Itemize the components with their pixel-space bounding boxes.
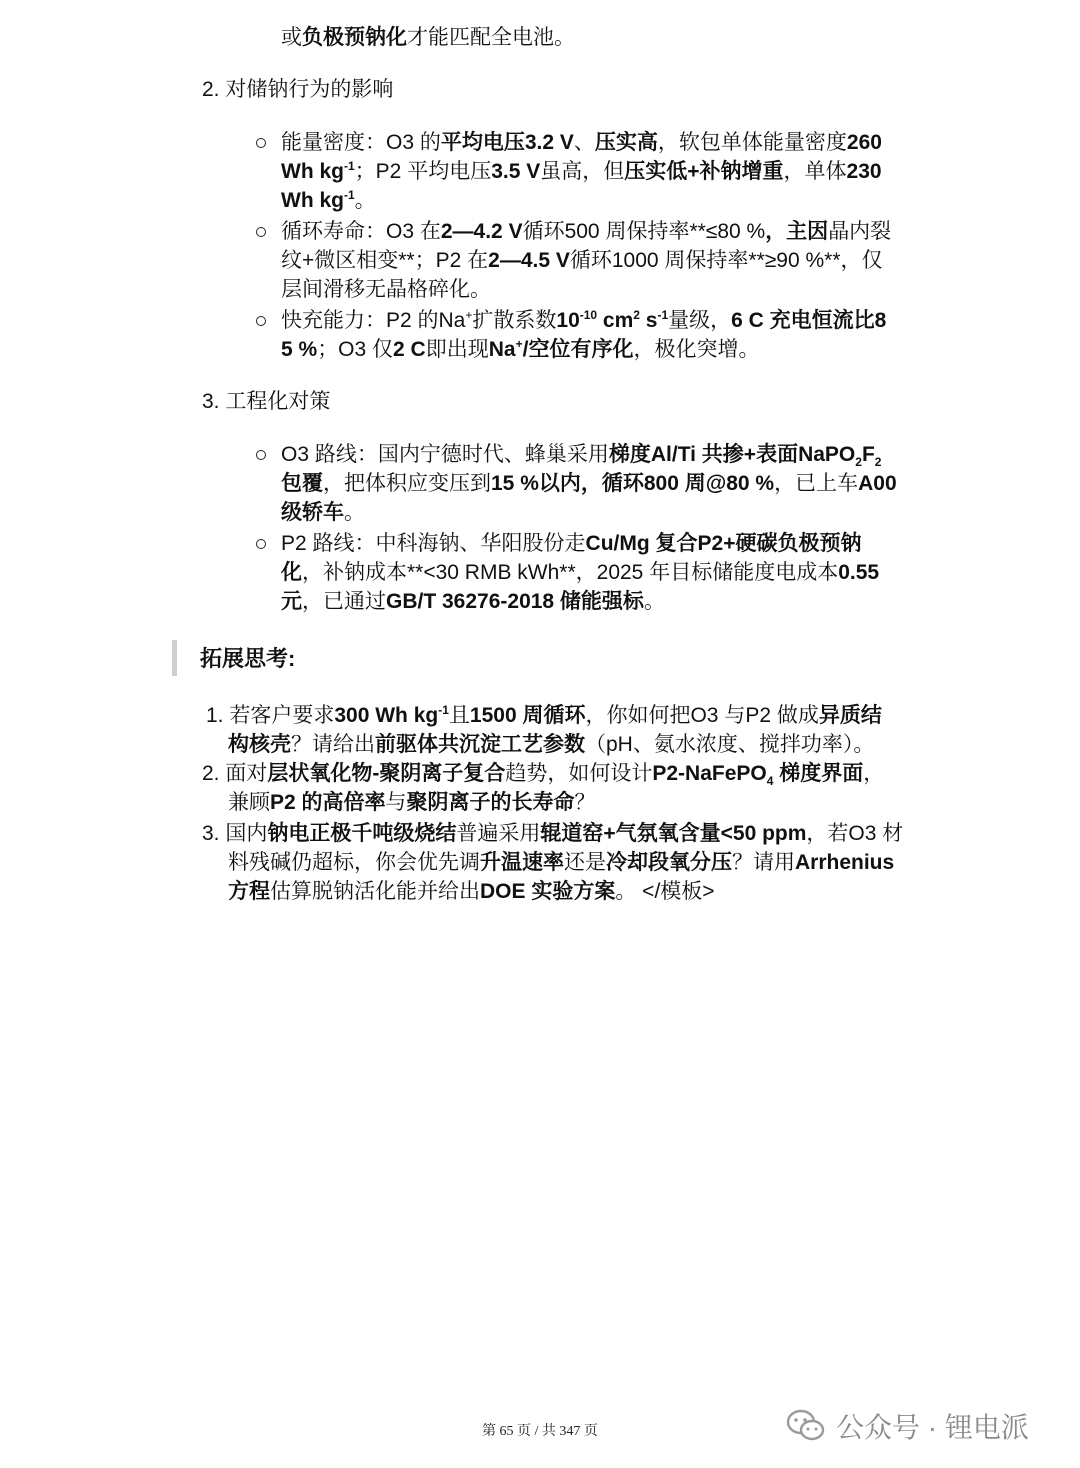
bold-text: 3.5 V [491, 160, 541, 183]
bold-text: 钠电正极千吨级烧结 [267, 822, 457, 845]
blockquote-heading: 拓展思考: [200, 646, 296, 671]
list-item-line [281, 336, 759, 364]
bullet-icon [256, 316, 266, 326]
superscript: -1 [657, 308, 669, 322]
bullet-icon [256, 539, 266, 549]
bullet-icon [256, 450, 266, 460]
bold-text: Arrhenius [795, 851, 895, 874]
numbered-item-line [228, 731, 874, 759]
bold-text: Wh kg [281, 160, 344, 183]
text-run: 或 [281, 26, 302, 49]
numbered-item-line [202, 820, 903, 848]
text-run: 虽高，但 [540, 160, 625, 183]
blockquote-bar [172, 640, 177, 676]
page-number: 第 65 页 / 共 347 页 [482, 1424, 598, 1439]
list-item-line [281, 247, 883, 275]
bold-text: /空位有序化 [522, 338, 634, 361]
text-run: 兼顾 [228, 791, 270, 814]
bold-text: 10 [556, 309, 580, 332]
numbered-item-line [206, 702, 882, 730]
bold-text: 260 [846, 131, 882, 154]
text-run: 量级， [668, 309, 732, 332]
bold-text: 包覆 [281, 472, 323, 495]
text-run: 。 </模板> [615, 880, 715, 903]
text-run: （pH、氨水浓度、搅拌功率）。 [585, 733, 875, 756]
text-run: ，软包单体能量密度 [657, 131, 847, 154]
subscript: 4 [766, 774, 774, 789]
text-run: 层间滑移无晶格碎化。 [281, 278, 491, 301]
numbered-item-line [228, 849, 894, 877]
text-run: 扩散系数 [472, 309, 557, 332]
bold-text: 0.55 [838, 561, 880, 584]
list-item-line [281, 218, 891, 246]
bold-text: 异质结 [818, 704, 882, 727]
superscript: + [515, 337, 523, 351]
watermark [786, 1405, 1029, 1447]
bold-text: 构核壳 [228, 733, 291, 756]
list-item-line [281, 158, 882, 186]
text-run: 与 [385, 791, 407, 814]
text-run: ，已通过 [302, 590, 386, 613]
bold-text: 15 %以内，循环800 周@80 % [491, 472, 775, 495]
superscript: 2 [633, 308, 640, 322]
text-run: 能量密度：O3 的 [281, 131, 441, 154]
list-item-line [281, 530, 861, 558]
bold-text: ，主因 [765, 220, 829, 243]
section-heading-3: 3. 工程化对策 [202, 390, 331, 413]
text-run: ？请给出 [291, 733, 375, 756]
bold-text: 辊道窑+气氛氧含量<50 ppm [540, 822, 807, 845]
list-item-line [281, 559, 879, 587]
list-item-line [281, 499, 365, 527]
text-run: 普遍采用 [456, 822, 541, 845]
bullet-icon [256, 138, 266, 148]
bold-text: cm [597, 309, 634, 332]
superscript: -1 [344, 159, 355, 173]
text-run: 1. 若客户要求 [206, 704, 335, 727]
list-item-line [281, 307, 886, 335]
text-run: 料残碱仍超标，你会优先调 [228, 851, 480, 874]
bold-text: 冷却段氧分压 [606, 851, 732, 874]
bold-text: 梯度Al/Ti 共掺+表面NaPO [608, 443, 856, 466]
bullet-icon [256, 227, 266, 237]
text-run: 。 [354, 189, 376, 212]
superscript: -1 [438, 703, 449, 717]
bold-text: 2—4.2 V [440, 220, 523, 243]
subscript: 2 [855, 455, 862, 470]
bold-text: P2 的高倍率 [270, 791, 386, 814]
bold-text: 平均电压3.2 V [440, 131, 574, 154]
text-run: ；O3 仅 [317, 338, 394, 361]
text-run: 循环1000 周保持率**≥90 %**，仅 [569, 249, 883, 272]
text-run: O3 路线：国内宁德时代、蜂巢采用 [281, 443, 609, 466]
superscript: -10 [579, 308, 598, 322]
text-run: ，把体积应变压到 [323, 472, 491, 495]
bold-text: 梯度界面 [773, 762, 864, 785]
text-run: ，单体 [783, 160, 847, 183]
wechat-icon [786, 1409, 826, 1443]
text-run: 晶内裂 [828, 220, 892, 243]
list-item-line [281, 129, 882, 157]
bold-text: 聚阴离子的长寿命 [406, 791, 575, 814]
text-run: ， [863, 762, 885, 785]
text-run: 纹+微区相变**；P2 在 [281, 249, 489, 272]
bold-text: Wh kg [281, 189, 344, 212]
bold-text: 元 [281, 590, 302, 613]
text-run: ？请用 [732, 851, 795, 874]
bold-text: A00 [858, 472, 897, 495]
text-run: ，极化突增。 [633, 338, 760, 361]
text-run: 。 [643, 590, 665, 613]
bold-text: Cu/Mg 复合P2+硬碳负极预钠 [585, 532, 862, 555]
continuation-line [281, 24, 575, 52]
bold-text: P2-NaFePO [652, 762, 767, 785]
text-run: 趋势，如何设计 [505, 762, 653, 785]
list-item-line [281, 470, 897, 498]
text-run: 快充能力：P2 的Na [281, 309, 466, 332]
bold-text: 压实高 [594, 131, 658, 154]
numbered-item-line [228, 878, 715, 906]
bold-text: 化 [281, 561, 302, 584]
list-item-line [281, 187, 376, 215]
list-item-line [281, 588, 665, 616]
bold-text: GB/T 36276-2018 储能强标 [386, 590, 644, 613]
text-run: ，若O3 材 [806, 822, 904, 845]
text-run: 循环寿命：O3 在 [281, 220, 441, 243]
bold-text: 压实低+补钠增重 [624, 160, 784, 183]
bold-text: 2—4.5 V [488, 249, 570, 272]
text-run: ，补钠成本**<30 RMB kWh**，2025 年目标储能度电成本 [302, 561, 839, 584]
bold-text: Na [488, 338, 516, 361]
text-run: 即出现 [425, 338, 489, 361]
bold-text: 2 C [393, 338, 426, 361]
text-run: 且 [448, 704, 470, 727]
section-heading-2: 2. 对储钠行为的影响 [202, 78, 394, 101]
text-run: 。 [344, 501, 365, 524]
text-run: 、 [573, 131, 595, 154]
bold-text: 层状氧化物-聚阴离子复合 [267, 762, 506, 785]
bold-text: 升温速率 [480, 851, 564, 874]
text-run: 还是 [564, 851, 606, 874]
superscript: + [465, 308, 473, 322]
text-run: 2. 面对 [202, 762, 268, 785]
superscript: -1 [344, 188, 355, 202]
text-run: ，已上车 [774, 472, 859, 495]
list-item-line [281, 276, 491, 304]
bold-text: 负极预钠化 [302, 26, 407, 49]
bold-text: s [639, 309, 658, 332]
bold-text: 1500 周循环 [469, 704, 586, 727]
subscript: 2 [874, 455, 882, 470]
bold-text: 6 C 充电恒流比8 [731, 309, 887, 332]
bold-text: F [861, 443, 875, 466]
numbered-item-line [228, 789, 596, 817]
bold-text: 前驱体共沉淀工艺参数 [375, 733, 585, 756]
numbered-item-line [202, 760, 884, 788]
bold-text: 300 Wh kg [334, 704, 439, 727]
text-run: ，你如何把O3 与P2 做成 [585, 704, 819, 727]
text-run: P2 路线：中科海钠、华阳股份走 [281, 532, 586, 555]
bold-text: 5 % [281, 338, 318, 361]
watermark-text: 公众号 · 锂电派 [836, 1412, 1029, 1443]
text-run: ；P2 平均电压 [354, 160, 492, 183]
text-run: 循环500 周保持率**≤80 % [522, 220, 766, 243]
list-item-line [281, 441, 881, 469]
text-run: 估算脱钠活化能并给出 [270, 880, 480, 903]
bold-text: 230 [846, 160, 882, 183]
bold-text: 级轿车 [281, 501, 344, 524]
bold-text: 方程 [228, 880, 270, 903]
text-run: ？ [574, 791, 596, 814]
text-run: 3. 国内 [202, 822, 268, 845]
text-run: 才能匹配全电池。 [407, 26, 575, 49]
bold-text: DOE 实验方案 [480, 880, 616, 903]
